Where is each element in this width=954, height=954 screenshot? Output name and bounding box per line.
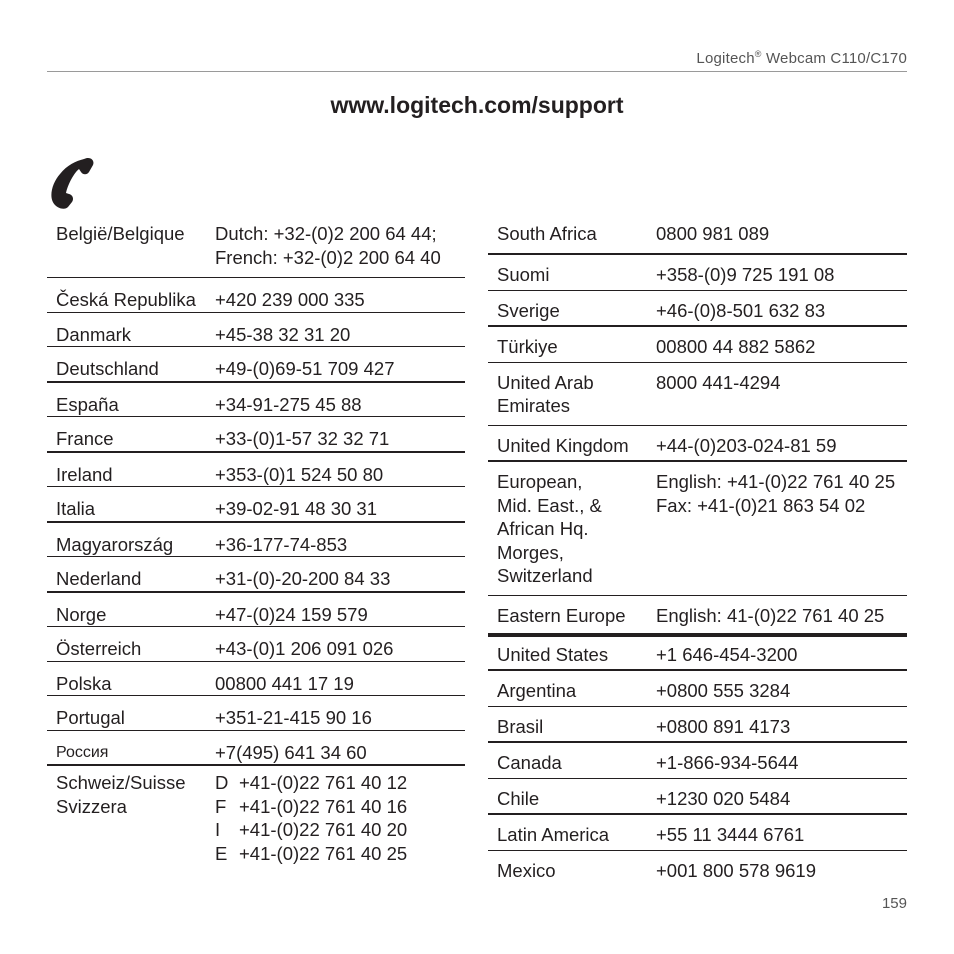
phone-number: [215, 497, 465, 521]
phone-number-line: +39-02-91 48 30 31: [215, 498, 378, 519]
country-name-line: United Kingdom: [497, 434, 629, 456]
table-row: [47, 626, 465, 661]
phone-number: [215, 603, 465, 627]
phone-number: [215, 567, 465, 591]
phone-number-line: +36-177-74-853: [215, 533, 348, 555]
country-name-line: Eastern Europe: [497, 604, 626, 626]
country-name: Norge: [56, 603, 107, 625]
phone-number-line: 00800 441 17 19: [215, 672, 354, 694]
country-name-line: Morges,: [497, 541, 564, 563]
table-row: [488, 813, 907, 850]
phone-number-line: +1230 020 5484: [656, 787, 791, 809]
country-name-line: Schweiz/Suisse: [56, 772, 186, 793]
phone-number: [215, 427, 465, 451]
phone-number-line: +1-866-934-5644: [656, 752, 799, 773]
country-name: Österreich: [56, 638, 142, 659]
country-name-line: Emirates: [497, 395, 570, 416]
country-name: Česká Republika: [56, 289, 196, 310]
phone-number-line: +33-(0)1-57 32 32 71: [215, 428, 390, 449]
phone-number-line: +46-(0)8-501 632 83: [656, 299, 826, 321]
phone-number: [656, 715, 907, 739]
country-name-line: United States: [497, 643, 609, 665]
phone-number-line: +41-(0)22 761 40 16: [239, 795, 408, 817]
table-row: [488, 706, 907, 742]
country-name-line: Suomi: [497, 264, 550, 285]
language-code: I: [215, 819, 221, 840]
country-name-line: Switzerland: [497, 565, 593, 586]
phone-number-line: +001 800 578 9619: [656, 859, 816, 881]
table-row: [47, 451, 465, 487]
page-number: 159: [881, 895, 907, 912]
phone-number: [215, 222, 465, 270]
table-row: [488, 460, 907, 595]
phone-number-line: English: 41-(0)22 761 40 25: [656, 604, 885, 626]
phone-number-line: +41-(0)22 761 40 20: [239, 819, 408, 840]
phone-number: [656, 679, 907, 703]
running-header: [696, 49, 907, 67]
country-name: Nederland: [56, 568, 142, 589]
phone-number: [215, 706, 465, 730]
phone-number-line: Dutch: +32-(0)2 200 64 44;: [215, 223, 437, 244]
phone-number-line: +41-(0)22 761 40 25: [239, 842, 408, 864]
phone-number: [656, 604, 907, 630]
country-name: [497, 434, 656, 458]
phone-number-line: +47-(0)24 159 579: [215, 603, 368, 625]
country-name: België/Belgique: [56, 223, 185, 244]
country-name-line: Mexico: [497, 859, 556, 881]
phone-number-line: +0800 891 4173: [656, 715, 791, 737]
country-name-line: Svizzera: [56, 795, 127, 817]
phone-number: [215, 357, 465, 381]
country-name: [497, 604, 656, 630]
phone-number: [215, 393, 465, 417]
country-name: Россия: [56, 743, 109, 761]
country-name: Ireland: [56, 463, 113, 485]
table-row: [47, 381, 465, 417]
phone-number: [656, 335, 907, 359]
phone-number-line: French: +32-(0)2 200 64 40: [215, 246, 441, 268]
table-row: [47, 521, 465, 557]
phone-number-line: +353-(0)1 524 50 80: [215, 463, 384, 485]
left-contact-table: [47, 222, 465, 865]
phone-number: [215, 288, 465, 312]
country-name: Magyarország: [56, 533, 174, 555]
country-name: [497, 335, 656, 359]
country-name: [497, 371, 656, 418]
country-name: [497, 859, 656, 883]
table-row: [488, 253, 907, 290]
country-name: [497, 470, 656, 588]
phone-handset-icon: [46, 153, 98, 209]
language-line: [215, 842, 465, 866]
country-name: [497, 751, 656, 775]
phone-number: [215, 637, 465, 661]
table-row-switzerland: [47, 764, 465, 865]
language-code: D: [215, 772, 229, 793]
right-contact-table: [488, 222, 907, 885]
table-row: [47, 277, 465, 312]
table-row: [488, 778, 907, 814]
country-name: [497, 263, 656, 287]
phone-number: [656, 371, 907, 418]
table-row: [47, 312, 465, 347]
country-name: España: [56, 393, 119, 415]
phone-number-line: English: +41-(0)22 761 40 25: [656, 471, 896, 492]
table-row: [47, 416, 465, 451]
phone-number-line: +49-(0)69-51 709 427: [215, 358, 395, 379]
country-name: [497, 823, 656, 847]
header-brand: Logitech: [696, 50, 755, 67]
phone-number-line: +31-(0)-20-200 84 33: [215, 568, 391, 589]
country-name: [497, 715, 656, 739]
phone-number-line: +41-(0)22 761 40 12: [239, 772, 408, 793]
phone-number: [215, 771, 465, 865]
phone-number: [656, 434, 907, 458]
table-row: [488, 290, 907, 326]
table-row: [47, 591, 465, 627]
table-row: [488, 669, 907, 706]
phone-number-line: 0800 981 089: [656, 223, 770, 244]
phone-number: [656, 222, 907, 250]
country-name-line: South Africa: [497, 223, 597, 244]
phone-number: [215, 323, 465, 347]
country-name: France: [56, 428, 114, 449]
country-name: [497, 299, 656, 323]
phone-number-line: Fax: +41-(0)21 863 54 02: [656, 494, 866, 516]
country-name-line: Chile: [497, 787, 540, 809]
country-name-line: Brasil: [497, 715, 544, 737]
phone-number: [215, 463, 465, 487]
language-line: [215, 795, 465, 819]
table-row: [488, 850, 907, 886]
country-name-line: Mid. East., &: [497, 494, 602, 516]
country-name: [497, 679, 656, 703]
country-name-line: United Arab: [497, 371, 594, 393]
phone-number: [215, 533, 465, 557]
phone-number-line: 00800 44 882 5862: [656, 336, 816, 357]
table-row: [47, 695, 465, 730]
table-row: [47, 346, 465, 381]
country-name-line: European,: [497, 471, 583, 492]
registered-mark: ®: [754, 49, 762, 59]
table-row: [47, 556, 465, 591]
table-row: [488, 425, 907, 461]
country-name-line: Türkiye: [497, 336, 558, 357]
table-row: [488, 325, 907, 362]
language-code: E: [215, 842, 228, 864]
country-name-line: Canada: [497, 752, 562, 773]
table-row: [488, 741, 907, 778]
country-name: [56, 771, 215, 865]
phone-number: [656, 263, 907, 287]
country-name: Polska: [56, 672, 112, 694]
language-line: [215, 771, 465, 795]
phone-number-line: +45-38 32 31 20: [215, 323, 351, 345]
phone-number: [656, 787, 907, 811]
country-name: Deutschland: [56, 358, 159, 379]
country-name: [497, 787, 656, 811]
country-name-line: African Hq.: [497, 518, 589, 539]
phone-number-line: +7(495) 641 34 60: [215, 741, 367, 763]
phone-number-line: +351-21-415 90 16: [215, 707, 372, 728]
country-name-line: Sverige: [497, 299, 560, 321]
phone-number: [656, 859, 907, 883]
table-row: [488, 222, 907, 253]
phone-number-line: +1 646-454-3200: [656, 643, 798, 665]
country-name-line: Latin America: [497, 824, 610, 845]
phone-number: [656, 299, 907, 323]
table-row: [47, 661, 465, 696]
phone-number-line: +55 11 3444 6761: [656, 824, 805, 845]
phone-number: [656, 751, 907, 775]
table-row: [488, 595, 907, 633]
country-name: Portugal: [56, 707, 125, 728]
language-line: [215, 818, 465, 842]
support-url[interactable]: www.logitech.com/support: [330, 92, 624, 118]
phone-number: [656, 470, 907, 588]
table-row: [488, 362, 907, 425]
country-name: Danmark: [56, 323, 132, 345]
country-name: [497, 643, 656, 667]
country-name-line: Argentina: [497, 680, 577, 701]
table-row: [47, 486, 465, 521]
language-code: F: [215, 795, 227, 817]
header-product: Webcam C110/C170: [761, 50, 907, 67]
phone-number-line: +358-(0)9 725 191 08: [656, 264, 835, 285]
phone-number-line: +43-(0)1 206 091 026: [215, 638, 394, 659]
table-row: [47, 730, 465, 765]
phone-number-line: +0800 555 3284: [656, 680, 791, 701]
table-row: [47, 222, 465, 277]
phone-number: [215, 672, 465, 696]
phone-number-line: +34-91-275 45 88: [215, 393, 362, 415]
phone-number-line: +420 239 000 335: [215, 289, 365, 310]
phone-number-line: +44-(0)203-024-81 59: [656, 434, 837, 456]
phone-number-line: 8000 441-4294: [656, 371, 781, 393]
country-name: [497, 222, 656, 250]
phone-number: [215, 741, 465, 765]
table-row: [488, 633, 907, 670]
country-name: Italia: [56, 498, 96, 519]
phone-number: [656, 643, 907, 667]
phone-number: [656, 823, 907, 847]
header-rule: [47, 71, 907, 72]
